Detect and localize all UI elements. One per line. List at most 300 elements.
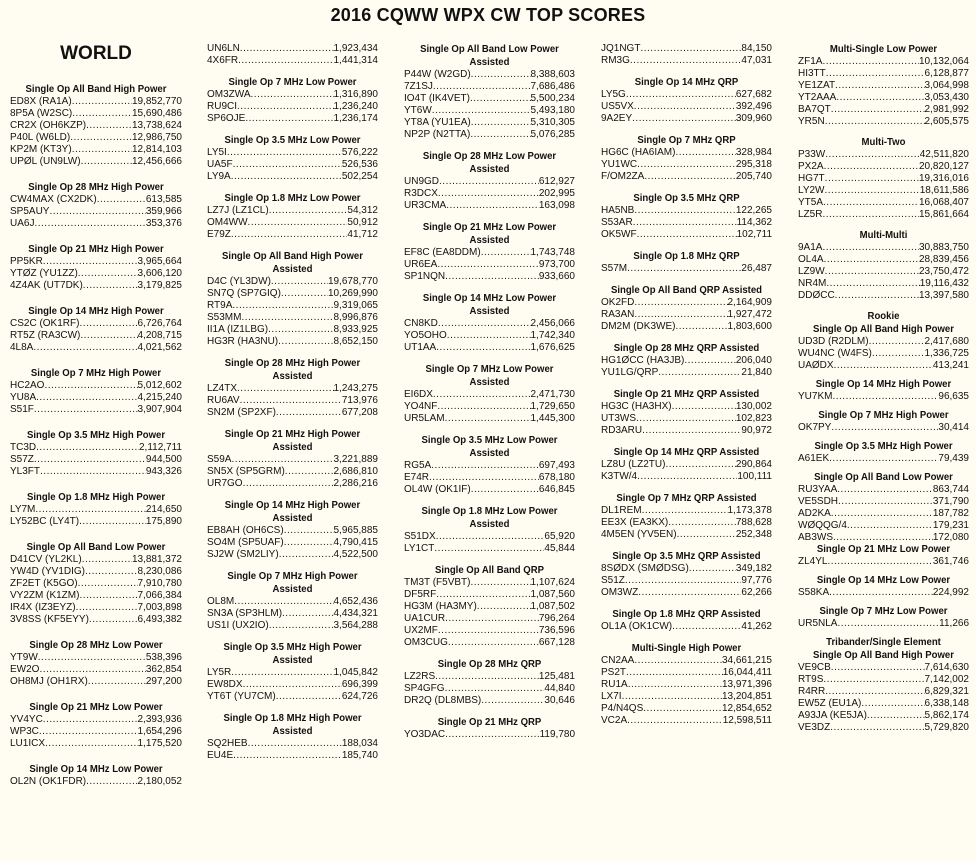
score-value: 502,254 bbox=[341, 171, 378, 182]
category-heading: Single Op 1.8 MHz High Power bbox=[26, 492, 166, 503]
score-row bbox=[207, 101, 378, 113]
score-row bbox=[404, 484, 575, 496]
dot-leader bbox=[829, 587, 933, 599]
score-value: 1,173,378 bbox=[727, 505, 772, 516]
station-callsign: LX7I bbox=[601, 691, 622, 702]
score-section bbox=[10, 83, 182, 168]
station-callsign: RU1A bbox=[601, 679, 628, 690]
score-row bbox=[404, 729, 575, 741]
dot-leader bbox=[445, 413, 531, 425]
station-callsign: ZF2ET (K5GO) bbox=[10, 578, 78, 589]
score-value: 19,852,770 bbox=[131, 96, 182, 107]
score-row bbox=[207, 691, 378, 703]
score-row bbox=[207, 43, 378, 55]
score-value: 933,660 bbox=[538, 271, 575, 282]
score-value: 4,522,500 bbox=[333, 549, 378, 560]
dot-leader bbox=[628, 679, 722, 691]
score-row bbox=[601, 401, 772, 413]
score-section bbox=[207, 499, 378, 561]
dot-leader bbox=[435, 671, 539, 683]
category-heading: Single Op 1.8 MHz Low Power bbox=[224, 193, 361, 204]
score-row bbox=[601, 355, 772, 367]
station-callsign: YU1LG/QRP bbox=[601, 367, 659, 378]
score-section bbox=[207, 43, 378, 67]
score-row bbox=[601, 505, 772, 517]
score-section bbox=[404, 564, 575, 649]
station-callsign: S51F bbox=[10, 404, 34, 415]
station-callsign: OK5WF bbox=[601, 229, 637, 240]
category-heading: Single Op 14 MHz Low Power bbox=[816, 575, 951, 586]
score-value: 18,611,586 bbox=[919, 185, 969, 196]
category-heading: Single Op 3.5 MHz QRP Assisted bbox=[612, 551, 761, 562]
category-heading: Multi-Multi bbox=[859, 230, 908, 241]
score-value: 5,500,234 bbox=[530, 93, 575, 104]
score-section bbox=[798, 574, 969, 599]
station-callsign: BA7QT bbox=[798, 104, 831, 115]
category-heading: Single Op 28 MHz Low Power bbox=[29, 640, 163, 651]
score-row bbox=[10, 454, 182, 466]
station-callsign: YT9W bbox=[10, 652, 38, 663]
score-value: 130,002 bbox=[735, 401, 772, 412]
dot-leader bbox=[626, 89, 736, 101]
station-callsign: UR5NLA bbox=[798, 618, 838, 629]
station-callsign: YU7KM bbox=[798, 391, 833, 402]
category-heading: Single Op 21 MHz High Power bbox=[28, 244, 164, 255]
score-value: 122,265 bbox=[735, 205, 772, 216]
dot-leader bbox=[268, 324, 333, 336]
category-heading: Single Op 3.5 MHz Low Power bbox=[421, 435, 558, 446]
score-value: 4,652,436 bbox=[333, 596, 378, 607]
score-row bbox=[10, 652, 182, 664]
score-value: 1,445,300 bbox=[530, 413, 575, 424]
region-heading: WORLD bbox=[60, 43, 132, 64]
dot-leader bbox=[672, 401, 736, 413]
station-callsign: OL4W (OK1IF) bbox=[404, 484, 471, 495]
score-value: 624,726 bbox=[341, 691, 378, 702]
station-callsign: YT8A (YU1EA) bbox=[404, 117, 471, 128]
station-callsign: RU6AV bbox=[207, 395, 240, 406]
score-row bbox=[601, 517, 772, 529]
score-row bbox=[601, 217, 772, 229]
score-row bbox=[601, 43, 772, 55]
dot-leader bbox=[433, 81, 531, 93]
score-value: 4,790,415 bbox=[333, 537, 378, 548]
dot-leader bbox=[232, 300, 333, 312]
score-row bbox=[798, 104, 969, 116]
dot-leader bbox=[640, 43, 741, 55]
dot-leader bbox=[835, 290, 919, 302]
dot-leader bbox=[76, 602, 138, 614]
dot-leader bbox=[49, 206, 145, 218]
dot-leader bbox=[81, 156, 132, 168]
score-section bbox=[404, 434, 575, 496]
station-callsign: EB8AH (OH6CS) bbox=[207, 525, 284, 536]
station-callsign: UA5F bbox=[207, 159, 233, 170]
score-value: 187,782 bbox=[932, 508, 969, 519]
dot-leader bbox=[471, 117, 531, 129]
dot-leader bbox=[231, 667, 333, 679]
station-callsign: RU3YAA bbox=[798, 484, 838, 495]
dot-leader bbox=[834, 360, 933, 372]
score-section bbox=[10, 541, 182, 626]
score-row bbox=[601, 229, 772, 241]
score-value: 15,861,664 bbox=[918, 209, 969, 220]
station-callsign: RT9A bbox=[207, 300, 233, 311]
station-callsign: LZ7J (LZ1CL) bbox=[207, 205, 269, 216]
dot-leader bbox=[78, 268, 138, 280]
score-row bbox=[798, 278, 969, 290]
score-value: 41,262 bbox=[741, 621, 772, 632]
station-callsign: S57Z bbox=[10, 454, 34, 465]
dot-leader bbox=[626, 667, 723, 679]
category-heading: Single Op 28 MHz High Power bbox=[28, 182, 164, 193]
score-value: 667,128 bbox=[538, 637, 575, 648]
score-section bbox=[404, 43, 575, 141]
station-callsign: PS2T bbox=[601, 667, 627, 678]
category-heading: Assisted bbox=[469, 235, 510, 246]
score-section bbox=[601, 284, 772, 333]
score-value: 309,960 bbox=[735, 113, 772, 124]
category-heading: Assisted bbox=[272, 513, 313, 524]
dot-leader bbox=[634, 101, 736, 113]
station-callsign: LY2W bbox=[798, 185, 825, 196]
score-row bbox=[798, 662, 969, 674]
score-value: 1,729,650 bbox=[530, 401, 575, 412]
station-callsign: NP2P (N2TTA) bbox=[404, 129, 471, 140]
station-callsign: OK7PY bbox=[798, 422, 832, 433]
station-callsign: P40L (W6LD) bbox=[10, 132, 71, 143]
dot-leader bbox=[240, 43, 334, 55]
score-value: 4,208,715 bbox=[137, 330, 182, 341]
score-value: 30,414 bbox=[938, 422, 969, 433]
station-callsign: 4X6FR bbox=[207, 55, 239, 66]
score-row bbox=[10, 120, 182, 132]
dot-leader bbox=[38, 652, 146, 664]
station-callsign: HG1ØCC (HA3JB) bbox=[601, 355, 685, 366]
category-heading: Single Op All Band Low Power bbox=[814, 472, 953, 483]
station-callsign: US1I (UX2IO) bbox=[207, 620, 269, 631]
score-value: 13,881,372 bbox=[131, 554, 182, 565]
dot-leader bbox=[837, 484, 933, 496]
score-section bbox=[601, 550, 772, 599]
score-value: 297,200 bbox=[145, 676, 182, 687]
category-heading: Single Op 1.8 MHz Low Power bbox=[421, 506, 558, 517]
dot-leader bbox=[831, 422, 938, 434]
score-value: 1,927,472 bbox=[727, 309, 772, 320]
station-callsign: OM3WZ bbox=[601, 587, 639, 598]
station-callsign: CW4MAX (CX2DK) bbox=[10, 194, 97, 205]
score-row bbox=[601, 575, 772, 587]
score-section bbox=[601, 446, 772, 483]
station-callsign: S59A bbox=[207, 454, 232, 465]
score-section bbox=[207, 250, 378, 348]
score-value: 62,266 bbox=[741, 587, 772, 598]
score-section bbox=[207, 357, 378, 419]
score-row bbox=[404, 188, 575, 200]
dot-leader bbox=[231, 454, 333, 466]
score-row bbox=[207, 537, 378, 549]
station-callsign: CN2AA bbox=[601, 655, 635, 666]
dot-leader bbox=[867, 710, 925, 722]
score-row bbox=[798, 674, 969, 686]
score-value: 7,614,630 bbox=[924, 662, 969, 673]
score-row bbox=[601, 321, 772, 333]
station-callsign: AB3WS bbox=[798, 532, 834, 543]
station-callsign: K3TW/4 bbox=[601, 471, 638, 482]
station-callsign: LY5R bbox=[207, 667, 232, 678]
score-row bbox=[10, 156, 182, 168]
score-row bbox=[798, 56, 969, 68]
station-callsign: LY7M bbox=[10, 504, 36, 515]
dot-leader bbox=[637, 159, 736, 171]
score-value: 96,635 bbox=[938, 391, 969, 402]
dot-leader bbox=[827, 556, 932, 568]
score-value: 6,338,148 bbox=[924, 698, 969, 709]
score-value: 361,746 bbox=[932, 556, 969, 567]
score-value: 796,264 bbox=[538, 613, 575, 624]
station-callsign: E74R bbox=[404, 472, 430, 483]
score-value: 11,266 bbox=[939, 618, 969, 629]
station-callsign: YU8A bbox=[10, 392, 37, 403]
station-callsign: EI6DX bbox=[404, 389, 433, 400]
score-row bbox=[601, 113, 772, 125]
category-heading: Single Op 21 MHz QRP Assisted bbox=[613, 389, 760, 400]
dot-leader bbox=[436, 342, 530, 354]
score-value: 12,854,652 bbox=[721, 703, 772, 714]
dot-leader bbox=[470, 129, 530, 141]
score-row bbox=[601, 263, 772, 275]
station-callsign: UR3CMA bbox=[404, 200, 447, 211]
score-row bbox=[10, 268, 182, 280]
score-value: 252,348 bbox=[735, 529, 772, 540]
dot-leader bbox=[251, 89, 334, 101]
station-callsign: UD3D (R2DLM) bbox=[798, 336, 869, 347]
station-callsign: VE9CB bbox=[798, 662, 831, 673]
score-row bbox=[798, 422, 969, 434]
score-row bbox=[798, 254, 969, 266]
score-row bbox=[798, 185, 969, 197]
category-heading: Assisted bbox=[272, 655, 313, 666]
category-heading: Single Op 3.5 MHz High Power bbox=[26, 430, 166, 441]
dot-leader bbox=[471, 484, 539, 496]
score-value: 12,598,511 bbox=[722, 715, 772, 726]
score-row bbox=[207, 312, 378, 324]
score-value: 353,376 bbox=[145, 218, 182, 229]
score-row bbox=[798, 710, 969, 722]
score-value: 65,920 bbox=[544, 531, 575, 542]
station-callsign: 4L8A bbox=[10, 342, 34, 353]
category-heading: Assisted bbox=[272, 726, 313, 737]
score-row bbox=[798, 161, 969, 173]
score-value: 1,923,434 bbox=[333, 43, 378, 54]
score-value: 328,984 bbox=[735, 147, 772, 158]
dot-leader bbox=[238, 55, 333, 67]
score-row bbox=[404, 129, 575, 141]
score-value: 538,396 bbox=[145, 652, 182, 663]
station-callsign: SJ2W (SM2LIY) bbox=[207, 549, 279, 560]
station-callsign: HG3M (HA3MY) bbox=[404, 601, 477, 612]
dot-leader bbox=[847, 520, 933, 532]
score-value: 612,927 bbox=[538, 176, 575, 187]
score-value: 1,743,748 bbox=[530, 247, 575, 258]
dot-leader bbox=[637, 229, 737, 241]
score-value: 13,397,580 bbox=[918, 290, 969, 301]
score-value: 1,803,600 bbox=[727, 321, 772, 332]
dot-leader bbox=[243, 679, 342, 691]
dot-leader bbox=[832, 391, 938, 403]
score-value: 9,319,065 bbox=[333, 300, 378, 311]
score-section bbox=[798, 136, 969, 221]
score-row bbox=[207, 171, 378, 183]
score-row bbox=[10, 318, 182, 330]
dot-leader bbox=[627, 263, 741, 275]
score-value: 79,439 bbox=[938, 453, 969, 464]
score-row bbox=[10, 664, 182, 676]
dot-leader bbox=[276, 691, 342, 703]
score-value: 7,066,384 bbox=[137, 590, 182, 601]
results-column-3 bbox=[404, 43, 575, 741]
station-callsign: CS2C (OK1RF) bbox=[10, 318, 80, 329]
dot-leader bbox=[470, 577, 530, 589]
category-heading: Assisted bbox=[469, 306, 510, 317]
category-heading: Tribander/Single Element bbox=[826, 637, 941, 648]
category-heading: Single Op 28 MHz QRP Assisted bbox=[613, 343, 760, 354]
station-callsign: UA1CUR bbox=[404, 613, 446, 624]
station-callsign: R3DCX bbox=[404, 188, 438, 199]
dot-leader bbox=[40, 466, 146, 478]
score-value: 5,965,885 bbox=[333, 525, 378, 536]
dot-leader bbox=[677, 529, 736, 541]
score-row bbox=[601, 529, 772, 541]
score-row bbox=[404, 531, 575, 543]
score-row bbox=[207, 300, 378, 312]
category-heading: Assisted bbox=[469, 164, 510, 175]
score-row bbox=[798, 348, 969, 360]
score-row bbox=[404, 81, 575, 93]
station-callsign: UX2MF bbox=[404, 625, 438, 636]
score-row bbox=[404, 695, 575, 707]
category-heading: Single Op 21 MHz High Power bbox=[224, 429, 361, 440]
station-callsign: 9A1A bbox=[798, 242, 823, 253]
score-row bbox=[601, 715, 772, 727]
score-row bbox=[207, 217, 378, 229]
score-row bbox=[10, 206, 182, 218]
dot-leader bbox=[284, 537, 334, 549]
station-callsign: RU9CI bbox=[207, 101, 238, 112]
category-heading: Single Op 14 MHz Low Power bbox=[29, 764, 163, 775]
score-value: 13,738,624 bbox=[131, 120, 182, 131]
score-row bbox=[404, 271, 575, 283]
score-value: 20,820,127 bbox=[918, 161, 969, 172]
dot-leader bbox=[638, 587, 741, 599]
dot-leader bbox=[35, 504, 145, 516]
score-row bbox=[10, 602, 182, 614]
score-value: 362,854 bbox=[145, 664, 182, 675]
dot-leader bbox=[869, 336, 925, 348]
score-row bbox=[601, 563, 772, 575]
station-callsign: OL2N (OK1FDR) bbox=[10, 776, 87, 787]
score-row bbox=[404, 69, 575, 81]
score-row bbox=[404, 200, 575, 212]
dot-leader bbox=[431, 460, 539, 472]
station-callsign: 8SØDX (SMØDSG) bbox=[601, 563, 689, 574]
category-heading: Single Op All Band High Power bbox=[222, 251, 363, 262]
score-section bbox=[10, 491, 182, 528]
dot-leader bbox=[281, 288, 328, 300]
score-value: 8,230,086 bbox=[137, 566, 182, 577]
dot-leader bbox=[34, 454, 146, 466]
score-value: 290,864 bbox=[735, 459, 772, 470]
score-row bbox=[10, 392, 182, 404]
dot-leader bbox=[632, 113, 736, 125]
score-value: 295,318 bbox=[735, 159, 772, 170]
station-callsign: YT6W bbox=[404, 105, 432, 116]
dot-leader bbox=[445, 613, 539, 625]
station-callsign: 8P5A (W2SC) bbox=[10, 108, 73, 119]
station-callsign: DM2M (DK3WE) bbox=[601, 321, 676, 332]
station-callsign: UPØL (UN9LW) bbox=[10, 156, 81, 167]
score-value: 627,682 bbox=[735, 89, 772, 100]
score-row bbox=[798, 698, 969, 710]
dot-leader bbox=[672, 621, 741, 633]
score-value: 5,076,285 bbox=[530, 129, 575, 140]
station-callsign: WØQQG/4 bbox=[798, 520, 847, 531]
station-callsign: LY1CT bbox=[404, 543, 435, 554]
dot-leader bbox=[437, 259, 538, 271]
score-value: 2,417,680 bbox=[924, 336, 969, 347]
station-callsign: YR5N bbox=[798, 116, 825, 127]
dot-leader bbox=[237, 383, 333, 395]
score-row bbox=[10, 380, 182, 392]
dot-leader bbox=[835, 80, 924, 92]
category-heading: Single Op 14 MHz QRP bbox=[634, 77, 739, 88]
score-row bbox=[798, 391, 969, 403]
dot-leader bbox=[658, 367, 741, 379]
station-callsign: YO3DAC bbox=[404, 729, 446, 740]
score-value: 13,971,396 bbox=[721, 679, 772, 690]
score-value: 3,179,825 bbox=[137, 280, 182, 291]
dot-leader bbox=[34, 404, 138, 416]
results-column-1 bbox=[10, 0, 182, 788]
score-row bbox=[207, 147, 378, 159]
station-callsign: S57M bbox=[601, 263, 628, 274]
category-heading: Single Op All Band High Power bbox=[813, 324, 954, 335]
score-value: 678,180 bbox=[538, 472, 575, 483]
score-value: 5,493,180 bbox=[530, 105, 575, 116]
score-row bbox=[404, 413, 575, 425]
score-row bbox=[404, 671, 575, 683]
score-value: 84,150 bbox=[741, 43, 772, 54]
category-heading: Single Op All Band High Power bbox=[25, 84, 167, 95]
dot-leader bbox=[83, 280, 138, 292]
station-callsign: EE3X (EA3KX) bbox=[601, 517, 669, 528]
score-row bbox=[798, 618, 969, 630]
score-value: 114,362 bbox=[736, 217, 772, 228]
score-value: 119,780 bbox=[539, 729, 575, 740]
score-value: 5,729,820 bbox=[924, 722, 969, 733]
score-value: 697,493 bbox=[538, 460, 575, 471]
dot-leader bbox=[684, 355, 735, 367]
score-value: 34,661,215 bbox=[721, 655, 772, 666]
score-section bbox=[798, 543, 969, 568]
score-row bbox=[10, 96, 182, 108]
dot-leader bbox=[433, 389, 531, 401]
score-section bbox=[10, 701, 182, 750]
score-value: 185,740 bbox=[341, 750, 378, 761]
category-heading: Assisted bbox=[469, 448, 510, 459]
score-value: 163,098 bbox=[538, 200, 575, 211]
score-value: 413,241 bbox=[932, 360, 969, 371]
